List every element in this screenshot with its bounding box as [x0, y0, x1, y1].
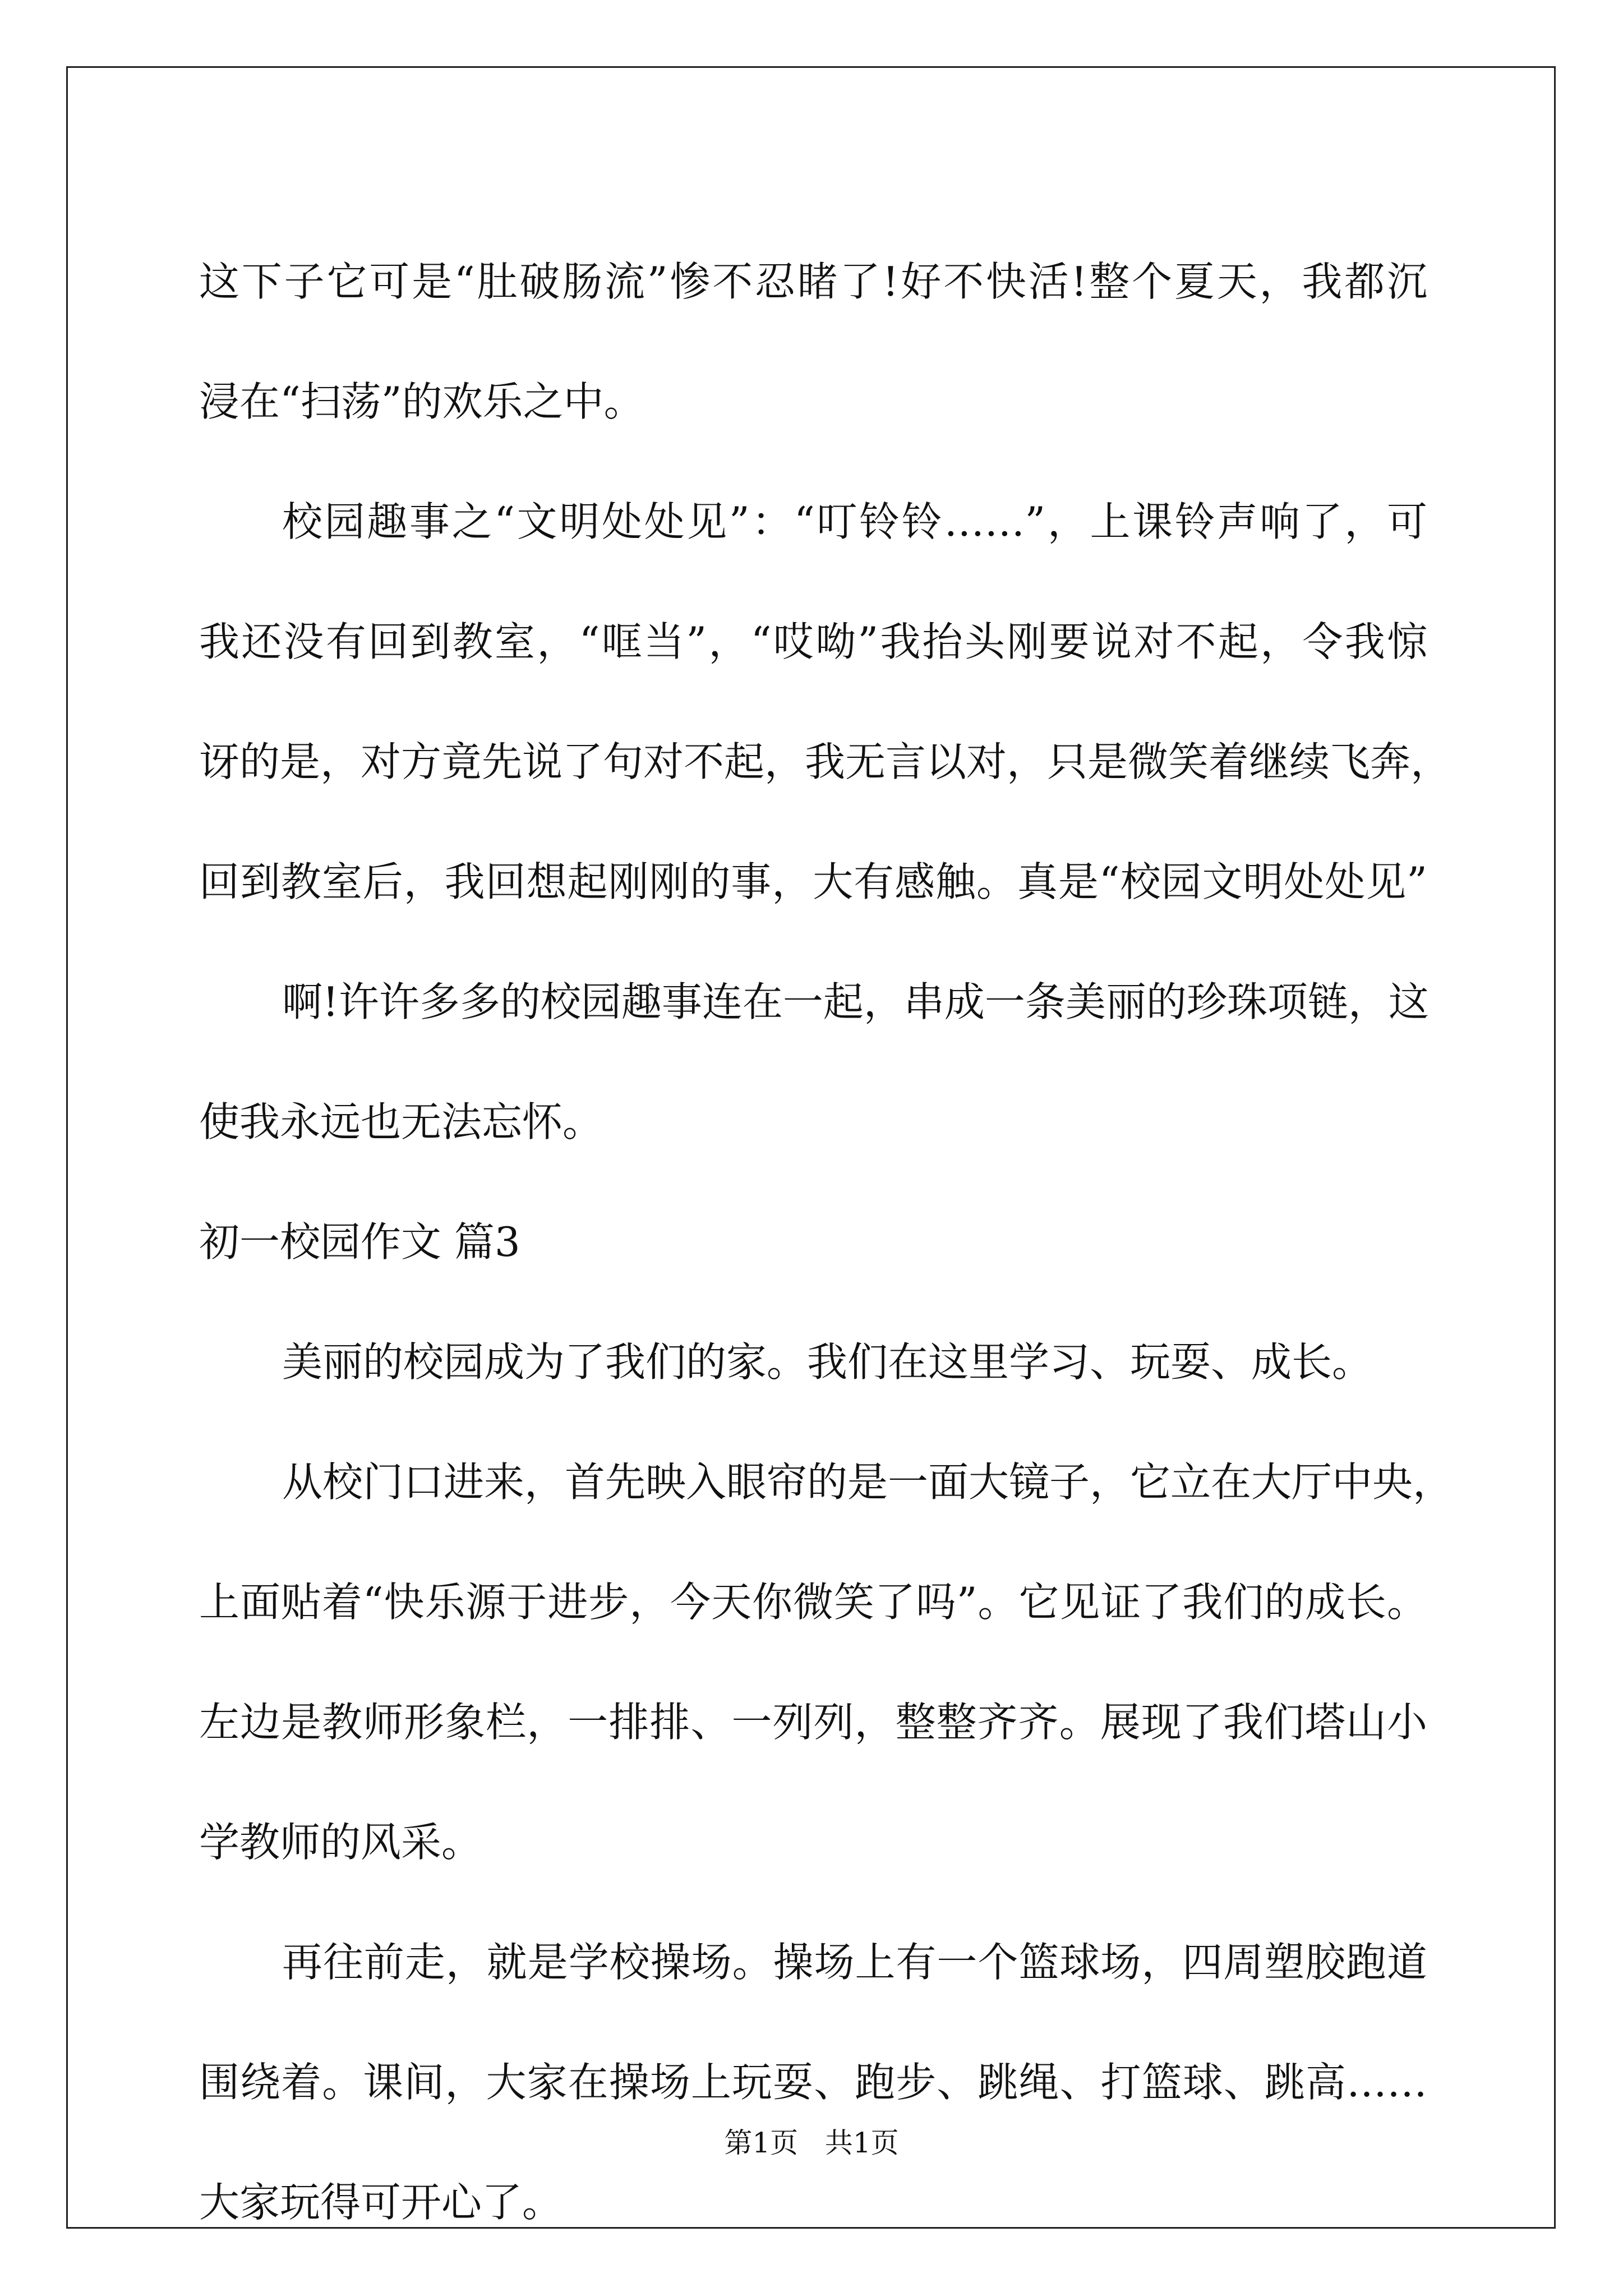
document-body [199, 222, 1454, 2262]
text-line: 校园趣事之“文明处处见”：“叮铃铃……”，上课铃声响了，可 [282, 498, 1427, 545]
text-line: 我还没有回到教室，“哐当”，“哎呦”我抬头刚要说对不起，令我惊 [199, 618, 1427, 665]
text-line: 再往前走，就是学校操场。操场上有一个篮球场，四周塑胶跑道 [282, 1939, 1427, 1986]
section-heading: 初一校园作文 篇3 [199, 1218, 520, 1266]
text-line: 左边是教师形象栏，一排排、一列列，整整齐齐。展现了我们塔山小 [199, 1699, 1427, 1746]
text-line: 围绕着。课间，大家在操场上玩耍、跑步、跳绳、打篮球、跳高…… [199, 2059, 1427, 2106]
text-line: 上面贴着“快乐源于进步，今天你微笑了吗”。它见证了我们的成长。 [199, 1579, 1427, 1626]
text-line: 啊!许许多多的校园趣事连在一起，串成一条美丽的珍珠项链，这 [282, 978, 1429, 1025]
text-line: 学教师的风采。 [199, 1819, 482, 1866]
text-line: 美丽的校园成为了我们的家。我们在这里学习、玩耍、成长。 [282, 1338, 1373, 1386]
text-line: 这下子它可是“肚破肠流”惨不忍睹了!好不快活!整个夏天，我都沉 [199, 258, 1427, 305]
text-line: 使我永远也无法忘怀。 [199, 1098, 603, 1145]
text-line: 从校门口进来，首先映入眼帘的是一面大镜子，它立在大厅中央， [282, 1458, 1454, 1506]
text-line: 大家玩得可开心了。 [199, 2179, 563, 2226]
text-line: 回到教室后，我回想起刚刚的事，大有感触。真是“校园文明处处见” [199, 858, 1427, 905]
page-footer: 第1页 共1页 [724, 2127, 899, 2159]
text-line: 讶的是，对方竟先说了句对不起，我无言以对，只是微笑着继续飞奔， [199, 738, 1451, 785]
text-line: 浸在“扫荡”的欢乐之中。 [199, 378, 644, 425]
